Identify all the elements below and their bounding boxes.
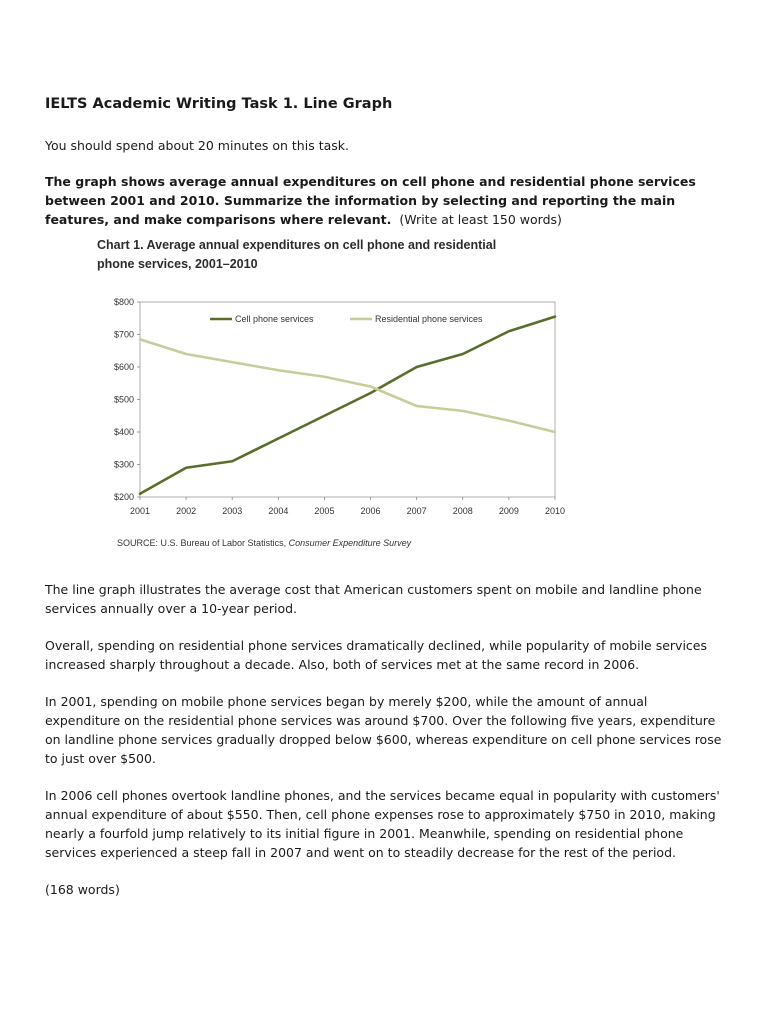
intro-text: You should spend about 20 minutes on this task. — [45, 138, 349, 153]
x-tick-label: 2008 — [452, 506, 473, 516]
y-tick-label: $400 — [113, 427, 134, 437]
body-paragraph-1: The line graph illustrates the average cost that American customers spent on mobile and landline phone services annually over a 10-year period. — [45, 582, 702, 616]
chart-source — [117, 538, 411, 548]
series-line-residential — [140, 339, 555, 432]
chart-title-line2: phone services, 2001–2010 — [97, 257, 258, 271]
body-paragraph-2: Overall, spending on residential phone services dramatically declined, while popularity of mobile services increased sharply throughout a decade. Also, both of services met at the same record in 2006. — [45, 638, 707, 672]
task-bold-text: The graph shows average annual expenditures on cell phone and residential phone services between 2001 and 2010. Summarize the information by selecting and reporting the main features, and make comparisons where relevant. — [45, 174, 696, 227]
series-line-cell-phone — [140, 317, 555, 494]
y-tick-label: $200 — [113, 492, 134, 502]
x-tick-label: 2007 — [406, 506, 427, 516]
y-tick-label: $600 — [113, 362, 134, 372]
chart-title — [97, 236, 517, 274]
legend-label: Cell phone services — [235, 314, 314, 324]
body-paragraph-3: In 2001, spending on mobile phone services began by merely $200, while the amount of annual expenditure on the residential phone services was around $700. Over the following five years, expenditure on landline phone services gradually dropped below $600, whereas expenditure on cell phone services rose to just over $500. — [45, 694, 722, 766]
task-description — [45, 172, 725, 229]
y-tick-label: $500 — [113, 394, 134, 405]
x-tick-label: 2005 — [314, 506, 335, 516]
source-label: SOURCE: U.S. Bureau of Labor Statistics, — [117, 538, 287, 548]
chart-plot — [95, 292, 575, 532]
x-tick-label: 2010 — [544, 506, 566, 516]
x-tick-label: 2004 — [268, 506, 289, 516]
plot-frame — [140, 302, 555, 497]
line-chart — [95, 236, 575, 556]
task-note: (Write at least 150 words) — [399, 212, 562, 227]
source-italic: Consumer Expenditure Survey — [288, 538, 412, 548]
y-tick-label: $300 — [113, 459, 134, 470]
body-paragraph-4: In 2006 cell phones overtook landline phones, and the services became equal in popularity with customers' annual expenditure of about $550. Then, cell phone expenses rose to approximately $750 in 2010, making nearly a fourfold jump relatively to its initial figure in 2001. Meanwhile, spending on residential phone services experienced a steep fall in 2007 and went on to steadily decrease for the rest of the period. — [45, 788, 720, 860]
x-tick-label: 2009 — [498, 506, 519, 516]
page-title: IELTS Academic Writing Task 1. Line Graph — [45, 96, 393, 112]
y-tick-label: $700 — [113, 329, 134, 340]
x-tick-label: 2001 — [129, 506, 151, 516]
y-tick-label: $800 — [113, 297, 134, 307]
word-count: (168 words) — [45, 882, 120, 897]
legend-label: Residential phone services — [375, 314, 483, 324]
x-tick-label: 2002 — [176, 506, 197, 516]
chart-title-line1: Chart 1. Average annual expenditures on cell phone and residential — [97, 238, 497, 252]
x-tick-label: 2003 — [222, 506, 243, 516]
x-tick-label: 2006 — [360, 506, 381, 516]
